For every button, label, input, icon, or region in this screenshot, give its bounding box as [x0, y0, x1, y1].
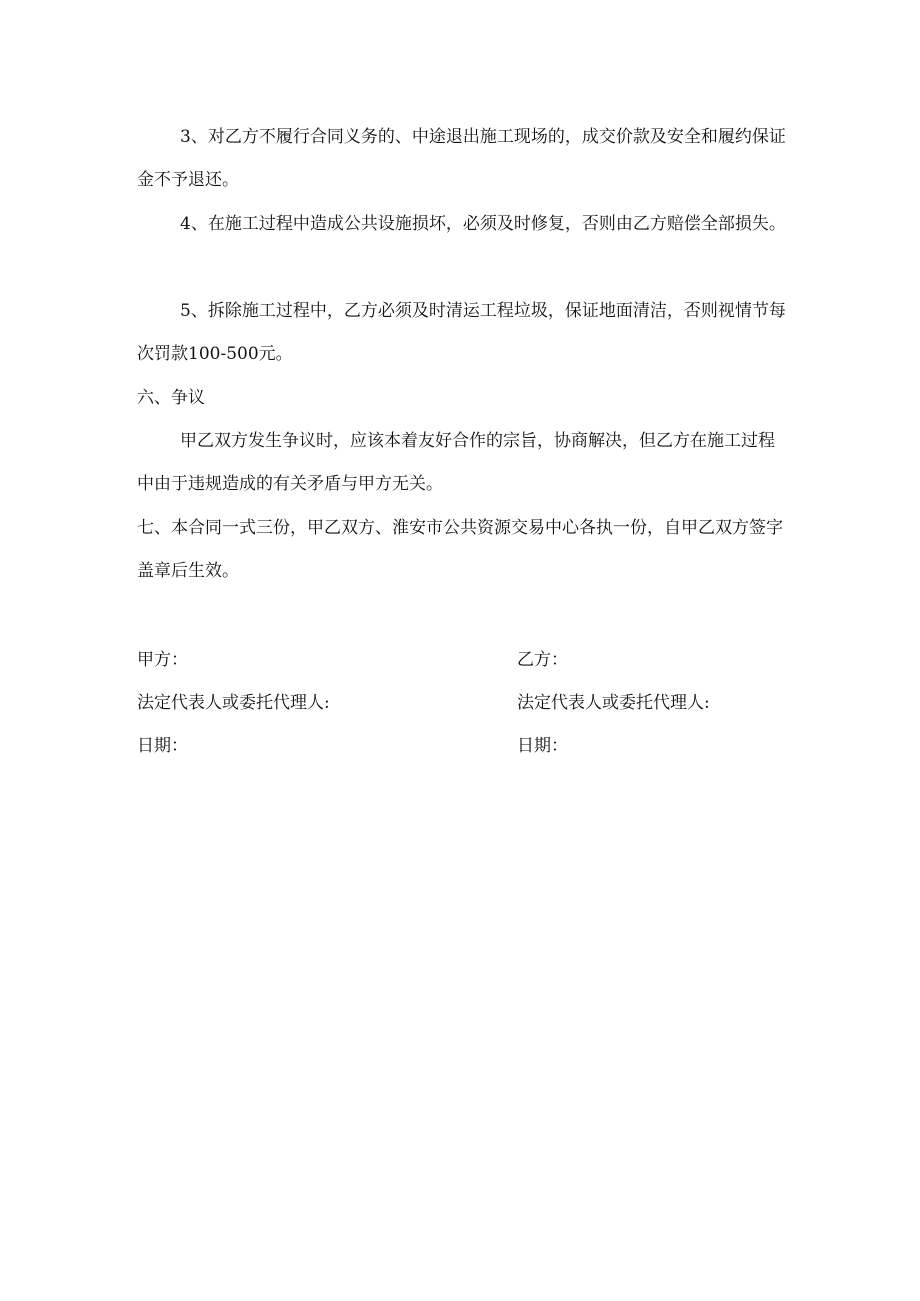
party-a-signature-block: [137, 639, 437, 768]
party-b-representative-label: 法定代表人或委托代理人:: [517, 693, 710, 713]
party-a-label: 甲方：: [137, 650, 188, 670]
party-b-signature-block: [517, 639, 817, 768]
party-a-representative-label: 法定代表人或委托代理人:: [137, 693, 330, 713]
party-b-date-label: 日期：: [517, 736, 568, 756]
party-b-label: 乙方：: [517, 650, 568, 670]
clause-item-4: 4、在施工过程中造成公共设施损坏，必须及时修复，否则由乙方赔偿全部损失。: [180, 214, 786, 234]
section-six-body: 甲乙双方发生争议时，应该本着友好合作的宗旨，协商解决，但乙方在施工过程中由于违规造成的有关矛盾与甲方无关。: [137, 431, 775, 494]
clause-item-3: 3、对乙方不履行合同义务的、中途退出施工现场的，成交价款及安全和履约保证金不予退还。: [137, 127, 786, 190]
section-six-heading: 六、争议: [137, 388, 205, 408]
party-a-date-label: 日期：: [137, 736, 188, 756]
section-seven-clause: 七、本合同一式三份，甲乙双方、淮安市公共资源交易中心各执一份，自甲乙双方签字盖章后生效。: [137, 518, 783, 581]
clause-item-5: 5、拆除施工过程中，乙方必须及时清运工程垃圾，保证地面清洁，否则视情节每次罚款100-500元。: [137, 301, 786, 364]
